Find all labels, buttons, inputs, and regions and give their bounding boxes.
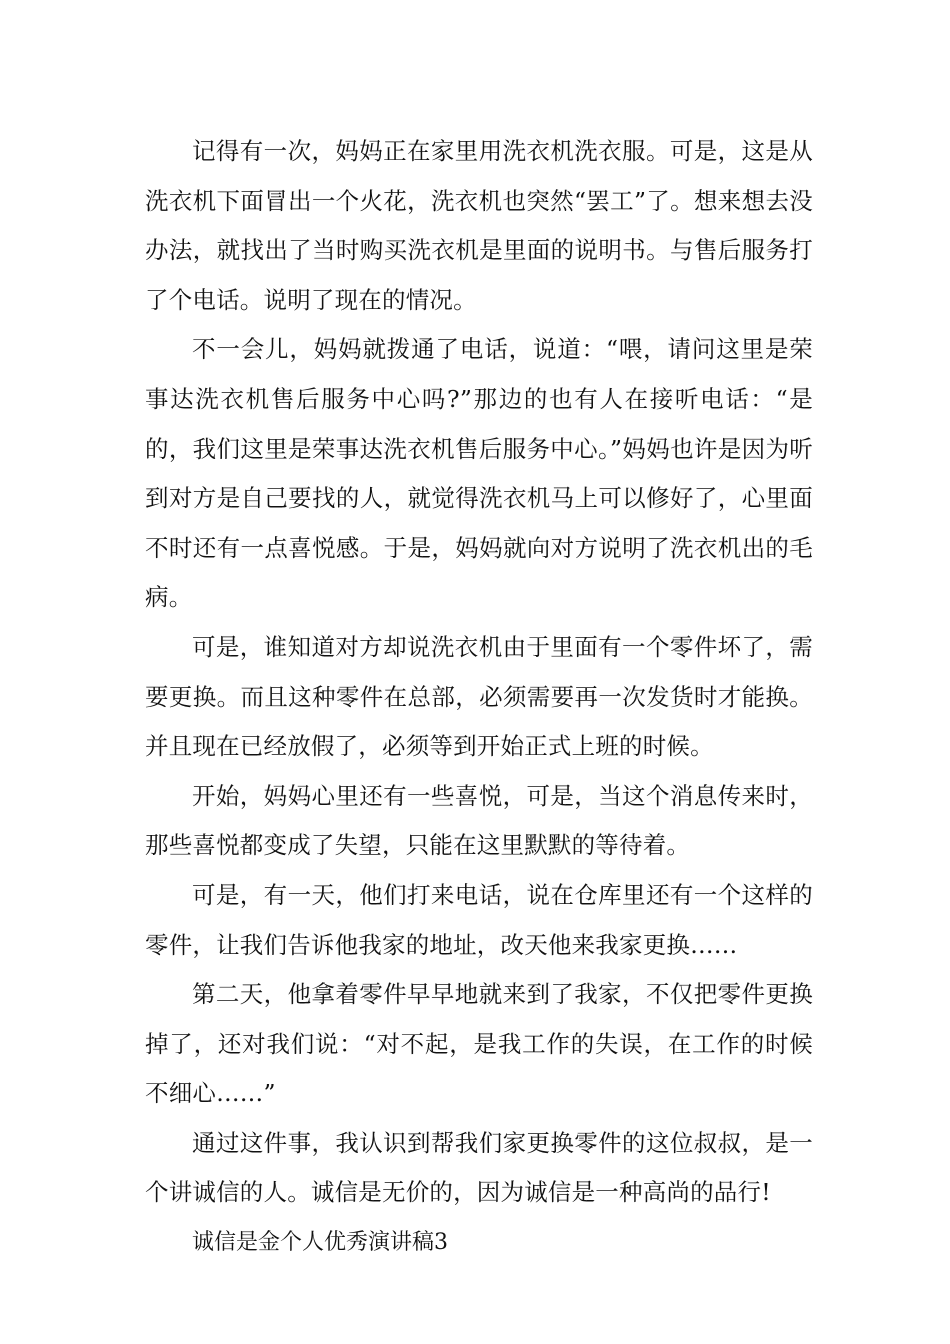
section-heading: 诚信是金个人优秀演讲稿3 (192, 1230, 448, 1256)
document-page (145, 127, 813, 1268)
paragraph-washing-machine-broke: 记得有一次，妈妈正在家里用洗衣机洗衣服。可是，这是从洗衣机下面冒出一个火花，洗衣机也突然“罢工”了。想来想去没办法，就找出了当时购买洗衣机是里面的说明书。与售后服务打了个电话。说明了现在的情况。 (145, 137, 813, 314)
paragraph-conclusion: 通过这件事，我认识到帮我们家更换零件的这位叔叔，是一个讲诚信的人。诚信是无价的，因为诚信是一种高尚的品行! (145, 1128, 813, 1207)
paragraph-disappointment: 开始，妈妈心里还有一些喜悦，可是，当这个消息传来时，那些喜悦都变成了失望，只能在这里默默的等待着。 (145, 781, 813, 860)
paragraph-part-unavailable: 可是，谁知道对方却说洗衣机由于里面有一个零件坏了，需要更换。而且这种零件在总部，必须需要再一次发货时才能换。并且现在已经放假了，必须等到开始正式上班的时候。 (145, 632, 813, 761)
paragraph-phone-call: 不一会儿，妈妈就拨通了电话，说道：“喂，请问这里是荣事达洗衣机售后服务中心吗?”那边的也有人在接听电话：“是的，我们这里是荣事达洗衣机售后服务中心。”妈妈也许是因为听到对方是自己要找的人，就觉得洗衣机马上可以修好了，心里面不时还有一点喜悦感。于是，妈妈就向对方说明了洗衣机出的毛病。 (145, 335, 813, 612)
paragraph-repair-visit: 第二天，他拿着零件早早地就来到了我家，不仅把零件更换掉了，还对我们说：“对不起，是我工作的失误，在工作的时候不细心……” (145, 980, 813, 1108)
paragraph-callback: 可是，有一天，他们打来电话，说在仓库里还有一个这样的零件，让我们告诉他我家的地址，改天他来我家更换…… (145, 880, 813, 959)
